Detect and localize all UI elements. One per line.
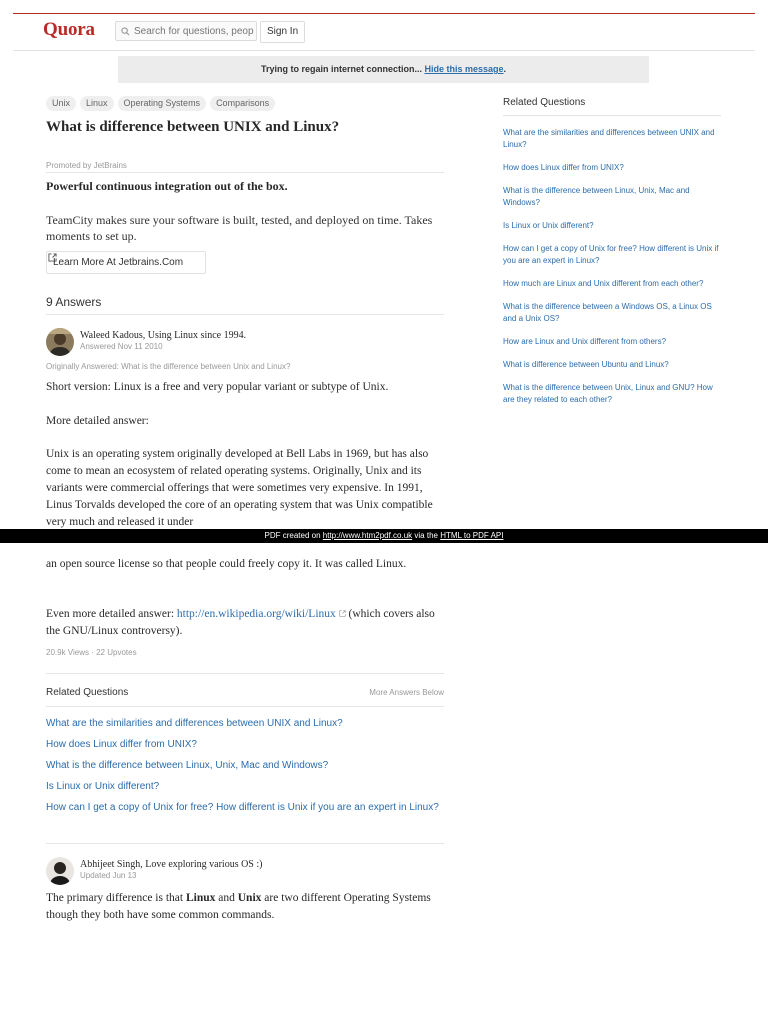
related-questions-list bbox=[46, 716, 444, 821]
learn-more-label: Learn More At Jetbrains.Com bbox=[53, 257, 184, 268]
answer-text: (which covers also the GNU/Linux controversy). bbox=[46, 608, 435, 637]
answer-bold-text: Linux bbox=[185, 892, 216, 904]
answer-text: The primary difference is that bbox=[46, 892, 184, 904]
topic-tag[interactable]: Unix bbox=[46, 96, 76, 111]
answer-bold-text: Unix bbox=[237, 892, 262, 904]
sidebar-question-link[interactable]: What is the difference between Unix, Linux and GNU? How are they related to each other? bbox=[503, 383, 713, 404]
avatar[interactable] bbox=[46, 328, 74, 356]
pdf-prefix: PDF created on bbox=[264, 531, 321, 540]
promo-body: TeamCity makes sure your software is built, tested, and deployed on time. Takes moments to set up. bbox=[46, 213, 433, 243]
promoted-label: Promoted by JetBrains bbox=[46, 161, 127, 170]
sidebar-question-link[interactable]: How does Linux differ from UNIX? bbox=[503, 163, 624, 172]
divider bbox=[46, 706, 444, 707]
answer-author bbox=[46, 857, 262, 885]
topic-tag[interactable]: Operating Systems bbox=[118, 96, 207, 111]
htm2pdf-link[interactable]: http://www.htm2pdf.co.uk bbox=[322, 531, 413, 540]
sidebar-question-link[interactable]: Is Linux or Unix different? bbox=[503, 221, 594, 230]
answer-paragraph bbox=[46, 606, 444, 640]
site-header bbox=[13, 14, 755, 51]
related-question-link[interactable]: How does Linux differ from UNIX? bbox=[46, 739, 197, 750]
search-box[interactable] bbox=[115, 21, 257, 41]
answer-text: are two different Operating Systems though they both have some common commands. bbox=[46, 892, 431, 921]
divider bbox=[46, 843, 444, 844]
originally-answered[interactable]: Originally Answered: What is the difference between Unix and Linux? bbox=[46, 362, 291, 371]
sidebar-question-link[interactable]: How can I get a copy of Unix for free? How different is Unix if you are an expert in Linux? bbox=[503, 244, 719, 265]
html-to-pdf-api-link[interactable]: HTML to PDF API bbox=[440, 531, 504, 540]
answer-date[interactable]: Updated Jun 13 bbox=[80, 871, 137, 880]
answer-date[interactable]: Answered Nov 11 2010 bbox=[80, 342, 163, 351]
banner-period: . bbox=[503, 64, 507, 74]
answer-stats[interactable]: 20.9k Views · 22 Upvotes bbox=[46, 648, 137, 657]
topic-list bbox=[46, 96, 275, 111]
sidebar-related-list bbox=[503, 127, 721, 417]
divider bbox=[46, 172, 444, 173]
sidebar-question-link[interactable]: How are Linux and Unix different from others? bbox=[503, 337, 667, 346]
banner-text: Trying to regain internet connection... bbox=[260, 64, 422, 74]
answer-paragraph: Short version: Linux is a free and very popular variant or subtype of Unix. bbox=[46, 381, 389, 393]
related-question-link[interactable]: What are the similarities and differences between UNIX and Linux? bbox=[46, 718, 343, 729]
related-question-link[interactable]: What is the difference between Linux, Unix, Mac and Windows? bbox=[46, 760, 329, 771]
answer-paragraph: More detailed answer: bbox=[46, 415, 149, 427]
sidebar-question-link[interactable]: What are the similarities and differences between UNIX and Linux? bbox=[503, 128, 715, 149]
divider bbox=[46, 314, 444, 315]
avatar[interactable] bbox=[46, 857, 74, 885]
sidebar-title: Related Questions bbox=[503, 97, 586, 108]
learn-more-button[interactable] bbox=[46, 251, 206, 274]
answer-text: and bbox=[218, 892, 235, 904]
wikipedia-link[interactable]: http://en.wikipedia.org/wiki/Linux bbox=[176, 608, 336, 620]
external-link-icon bbox=[339, 610, 346, 617]
sidebar-question-link[interactable]: What is the difference between Linux, Unix, Mac and Windows? bbox=[503, 186, 690, 207]
promo-title[interactable]: Powerful continuous integration out of the box. bbox=[46, 179, 288, 193]
related-questions-header bbox=[46, 687, 444, 698]
answer-author bbox=[46, 328, 246, 356]
author-name[interactable]: Waleed Kadous, Using Linux since 1994. bbox=[80, 330, 247, 341]
sidebar-question-link[interactable]: How much are Linux and Unix different from each other? bbox=[503, 279, 704, 288]
connection-banner bbox=[118, 56, 649, 83]
answer-paragraph: Unix is an operating system originally developed at Bell Labs in 1969, but has also come to mean an ecosystem of related operating systems. Originally, Unix and its variants were commercial offerings that were sometimes very expensive. In 1991, Linus Torvalds developed the core of an operating system that was Unix compatible very much and released it under bbox=[46, 448, 433, 528]
sidebar-question-link[interactable]: What is the difference between a Windows OS, a Linux OS and a Unix OS? bbox=[503, 302, 712, 323]
answers-count: 9 Answers bbox=[46, 295, 102, 309]
search-icon bbox=[121, 27, 130, 36]
answer-paragraph bbox=[46, 890, 444, 924]
hide-message-link[interactable]: Hide this message bbox=[424, 64, 504, 74]
divider bbox=[46, 673, 444, 674]
pdf-footer-bar bbox=[0, 529, 768, 543]
pdf-middle: via the bbox=[414, 531, 438, 540]
question-title[interactable]: What is difference between UNIX and Linux? bbox=[46, 119, 340, 135]
topic-tag[interactable]: Comparisons bbox=[210, 96, 275, 111]
sign-in-button[interactable]: Sign In bbox=[260, 21, 305, 43]
related-questions-title: Related Questions bbox=[46, 687, 129, 698]
more-answers-below: More Answers Below bbox=[369, 688, 444, 697]
topic-tag[interactable]: Linux bbox=[80, 96, 114, 111]
author-name[interactable]: Abhijeet Singh, Love exploring various OS :) bbox=[80, 859, 263, 870]
sidebar-question-link[interactable]: What is difference between Ubuntu and Linux? bbox=[503, 360, 669, 369]
divider bbox=[503, 115, 721, 116]
answer-paragraph: an open source license so that people could freely copy it. It was called Linux. bbox=[46, 558, 407, 570]
related-question-link[interactable]: How can I get a copy of Unix for free? How different is Unix if you are an expert in Linux? bbox=[46, 802, 439, 813]
quora-logo[interactable]: Quora bbox=[43, 19, 95, 40]
answer-text: Even more detailed answer: bbox=[46, 608, 175, 620]
search-input[interactable] bbox=[130, 26, 254, 37]
related-question-link[interactable]: Is Linux or Unix different? bbox=[46, 781, 160, 792]
